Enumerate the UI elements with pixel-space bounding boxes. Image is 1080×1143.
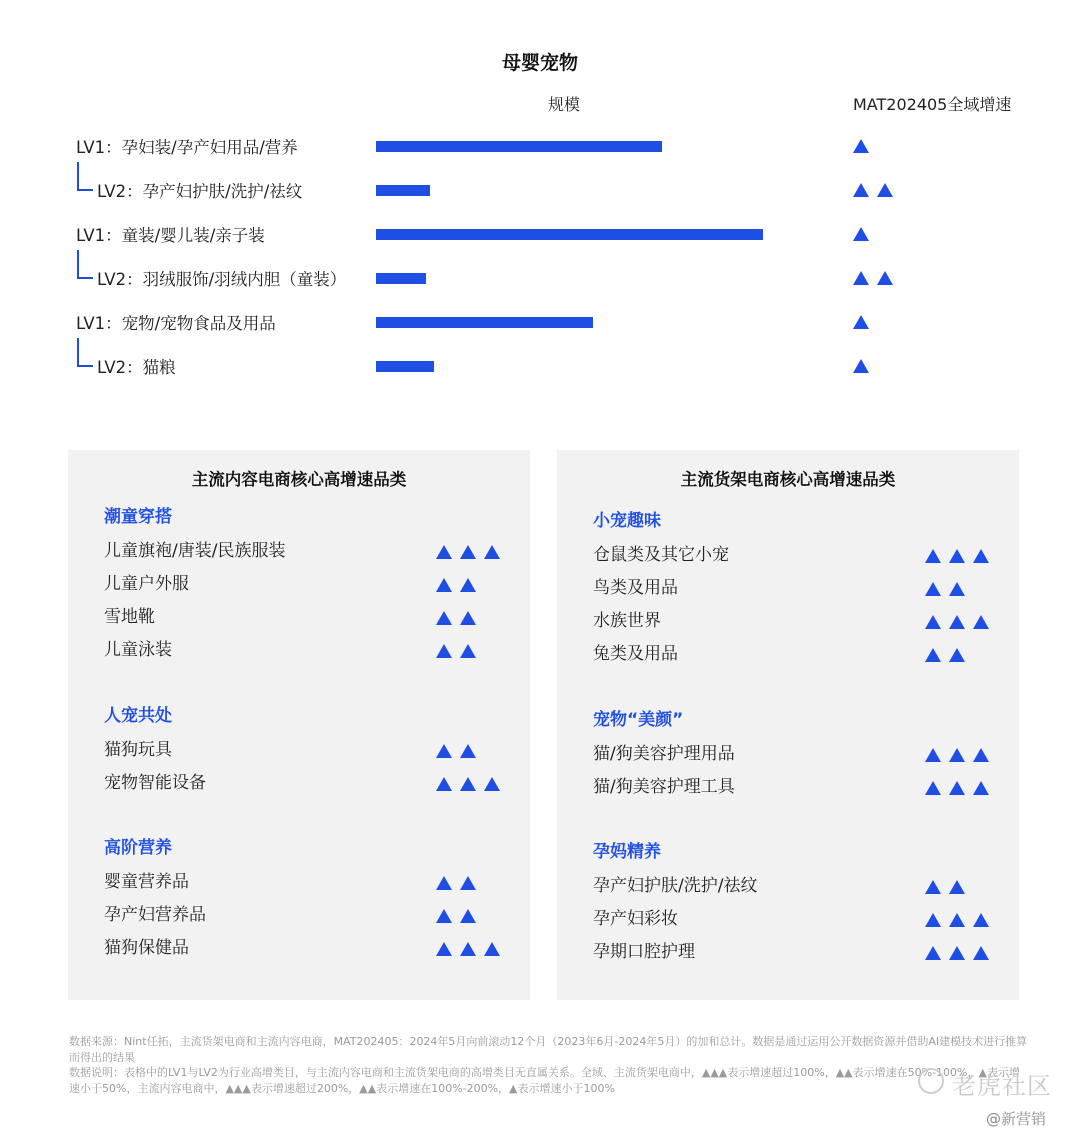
triangle-icon [925,781,941,795]
category-item: 猫狗玩具 [104,740,172,760]
panel-title: 主流内容电商核心高增速品类 [191,470,407,489]
growth-indicator [853,315,869,329]
section-title: 高阶营养 [104,838,172,858]
triangle-icon [436,545,452,559]
triangle-icon [436,578,452,592]
triangle-icon [436,942,452,956]
triangle-icon [436,644,452,658]
category-item: 猫/狗美容护理工具 [593,777,735,797]
panel-shelf-ecommerce [557,450,1019,1000]
triangle-icon [925,880,941,894]
triangle-icon [460,942,476,956]
growth-indicator [436,942,500,956]
growth-indicator [436,611,476,625]
category-label: LV2：羽绒服饰/羽绒内胆（童装） [97,270,347,289]
triangle-icon [973,748,989,762]
category-label: LV1：孕妇装/孕产妇用品/营养 [76,138,298,157]
category-item: 雪地靴 [104,607,155,627]
triangle-icon [484,545,500,559]
growth-indicator [853,183,893,197]
growth-indicator [925,748,989,762]
growth-indicator [925,615,989,629]
triangle-icon [925,748,941,762]
triangle-icon [973,615,989,629]
scale-bar [376,229,763,240]
panel-title: 主流货架电商核心高增速品类 [680,470,896,489]
triangle-icon [436,611,452,625]
growth-indicator [925,913,989,927]
category-item: 孕期口腔护理 [593,942,695,962]
section-title: 孕妈精养 [593,842,661,862]
triangle-icon [460,744,476,758]
growth-indicator [853,359,869,373]
category-item: 儿童户外服 [104,574,189,594]
growth-indicator [436,644,476,658]
growth-indicator [853,139,869,153]
category-item: 猫狗保健品 [104,938,189,958]
growth-indicator [436,777,500,791]
growth-indicator [853,227,869,241]
section-title: 宠物“美颜” [593,710,684,730]
category-item: 水族世界 [593,611,661,631]
triangle-icon [949,946,965,960]
chart-title: 母婴宠物 [501,52,578,74]
growth-indicator [436,876,476,890]
category-item: 孕产妇护肤/洗护/祛纹 [593,876,758,896]
growth-indicator [925,582,965,596]
triangle-icon [949,748,965,762]
triangle-icon [436,744,452,758]
category-item: 宠物智能设备 [104,773,206,793]
triangle-icon [853,315,869,329]
scale-bar [376,185,430,196]
triangle-icon [853,183,869,197]
category-label: LV1：宠物/宠物食品及用品 [76,314,276,333]
footnote-note: 数据说明：表格中的LV1与LV2为行业高增类目，与主流内容电商和主流货架电商的高增类目无直属关系。全域、主流货架电商中，▲▲▲表示增速超过100%，▲▲表示增速在50%-100%，▲表示增速小于50%，主流内容电商中，▲▲▲表示增速超过200%，▲▲表示增速在100%-200%，▲表示增速小于100% [69,1066,1020,1095]
category-item: 鸟类及用品 [593,578,678,598]
category-label: LV2：孕产妇护肤/洗护/祛纹 [97,182,303,201]
triangle-icon [853,359,869,373]
category-label: LV2：猫粮 [97,358,176,377]
scale-bar [376,361,434,372]
tree-connector [77,338,93,367]
column-header-scale: 规模 [548,95,581,114]
scale-bar [376,273,426,284]
triangle-icon [925,946,941,960]
growth-indicator [925,781,989,795]
category-item: 孕产妇彩妆 [593,909,678,929]
triangle-icon [925,615,941,629]
growth-indicator [436,545,500,559]
triangle-icon [460,909,476,923]
category-item: 儿童泳装 [104,640,172,660]
section-title: 潮童穿搭 [104,507,172,527]
tree-connector [77,250,93,279]
triangle-icon [484,777,500,791]
category-item: 仓鼠类及其它小宠 [593,545,729,565]
section-title: 人宠共处 [104,706,172,726]
triangle-icon [949,781,965,795]
growth-indicator [925,549,989,563]
watermark-sub: @新营销 [986,1110,1047,1128]
category-label: LV1：童装/婴儿装/亲子装 [76,226,265,245]
triangle-icon [436,777,452,791]
triangle-icon [949,913,965,927]
growth-indicator [436,909,476,923]
triangle-icon [973,913,989,927]
triangle-icon [973,549,989,563]
triangle-icon [436,909,452,923]
triangle-icon [460,876,476,890]
triangle-icon [460,644,476,658]
growth-indicator [853,271,893,285]
category-item: 猫/狗美容护理用品 [593,744,735,764]
triangle-icon [853,139,869,153]
watermark-main: 老虎社区 [952,1072,1052,1100]
triangle-icon [460,777,476,791]
triangle-icon [949,648,965,662]
triangle-icon [925,549,941,563]
watermark-circle [918,1068,944,1094]
category-item: 孕产妇营养品 [104,905,206,925]
triangle-icon [484,942,500,956]
category-item: 婴童营养品 [104,872,189,892]
triangle-icon [949,582,965,596]
triangle-icon [853,271,869,285]
column-header-growth: MAT202405全域增速 [853,95,1012,114]
triangle-icon [949,549,965,563]
growth-indicator [925,648,965,662]
triangle-icon [460,545,476,559]
category-item: 兔类及用品 [593,644,678,664]
triangle-icon [949,615,965,629]
growth-indicator [436,578,476,592]
section-title: 小宠趣味 [593,511,661,531]
triangle-icon [877,271,893,285]
triangle-icon [436,876,452,890]
growth-indicator [436,744,476,758]
triangle-icon [949,880,965,894]
category-item: 儿童旗袍/唐装/民族服装 [104,541,286,561]
triangle-icon [877,183,893,197]
panel-content-ecommerce [68,450,530,1000]
triangle-icon [925,648,941,662]
footnote-source: 数据来源：Nint任拓，主流货架电商和主流内容电商，MAT202405：2024年5月向前滚动12个月（2023年6月-2024年5月）的加和总计。数据是通过运用公开数据资源并借助AI建模技术进行推算而得出的结果 [69,1035,1028,1064]
triangle-icon [973,946,989,960]
triangle-icon [460,578,476,592]
scale-bar [376,317,593,328]
triangle-icon [973,781,989,795]
triangle-icon [853,227,869,241]
growth-indicator [925,946,989,960]
tree-connector [77,162,93,191]
growth-indicator [925,880,965,894]
triangle-icon [925,913,941,927]
scale-bar [376,141,662,152]
triangle-icon [925,582,941,596]
triangle-icon [460,611,476,625]
